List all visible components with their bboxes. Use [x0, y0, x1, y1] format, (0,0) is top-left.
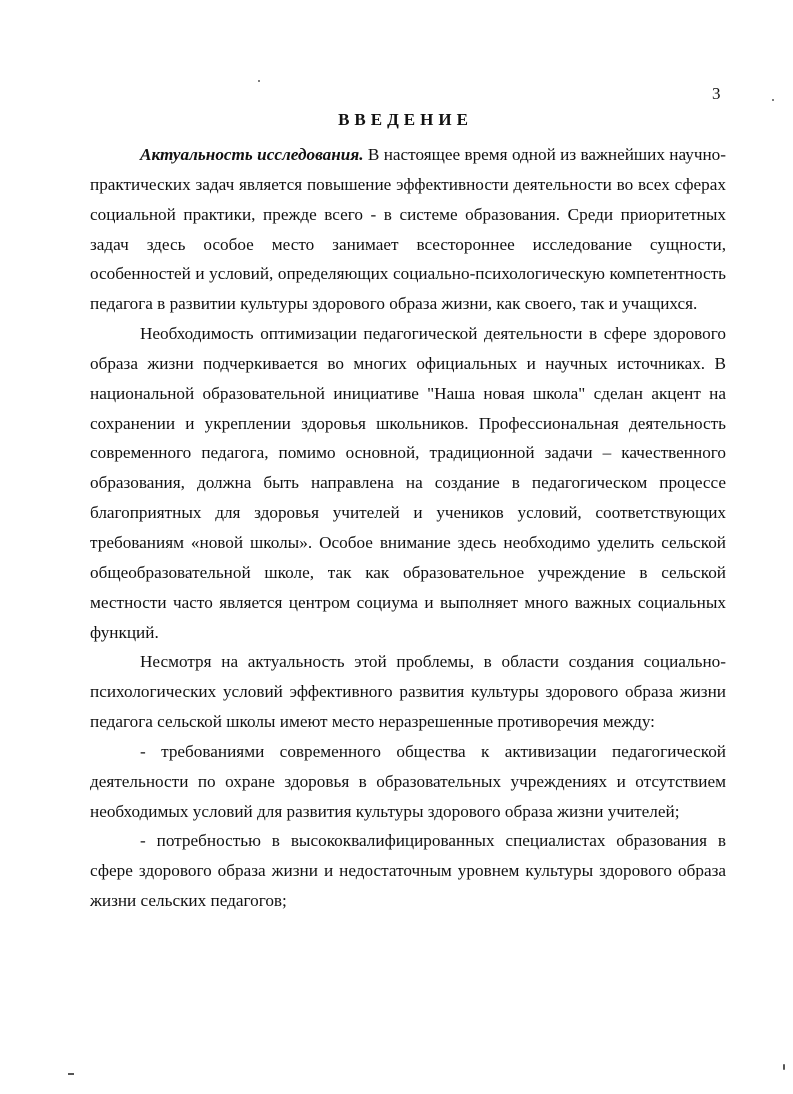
paragraph-relevance [90, 140, 726, 319]
scan-speck [783, 1064, 785, 1070]
paragraph-contradictions: Несмотря на актуальность этой проблемы, в области создания социально-психологических условий эффективного развития культуры здорового образа жизни педагога сельской школы имеют место неразрешенные противоречия между: [90, 652, 726, 732]
scan-speck [68, 1073, 74, 1075]
list-item-contradiction-1: - требованиями современного общества к активизации педагогической деятельности по охране здоровья в образовательных учреждениях и отсутствием необходимых условий для развития культуры здорового образа жизни учителей; [90, 741, 726, 821]
page-title: ВВЕДЕНИЕ [338, 110, 473, 129]
document-body [90, 140, 726, 916]
scan-speck [258, 80, 260, 82]
list-item-contradiction-2: - потребностью в высококвалифицированных специалистах образования в сфере здорового образа жизни и недостаточным уровнем культуры здорового образа жизни сельских педагогов; [90, 831, 726, 911]
paragraph-lead: Актуальность исследования. [140, 145, 364, 164]
paragraph-necessity: Необходимость оптимизации педагогической деятельности в сфере здорового образа жизни подчеркивается во многих официальных и научных источниках. В национальной образовательной инициативе "Наша новая школа" сделан акцент на сохранении и укреплении здоровья школьников. Профессиональная деятельность современного педагога, помимо основной, традиционной задачи – качественного образования, должна быть направлена на создание в педагогическом процессе благоприятных для здоровья учителей и учеников условий, соответствующих требованиям «новой школы». Особое внимание здесь необходимо уделить сельской общеобразовательной школе, так как образовательное учреждение в сельской местности часто является центром социума и выполняет много важных социальных функций. [90, 324, 726, 642]
paragraph-text: В настоящее время одной из важнейших научно-практических задач является повышение эффективности деятельности во всех сферах социальной практики, прежде всего - в системе образования. Среди приоритетных задач здесь особое место занимает всестороннее исследование сущности, особенностей и условий, определяющих социально-психологическую компетентность педагога в развитии культуры здорового образа жизни, как своего, так и учащихся. [90, 145, 727, 314]
scan-speck [772, 99, 774, 101]
page-number: 3 [712, 84, 721, 103]
